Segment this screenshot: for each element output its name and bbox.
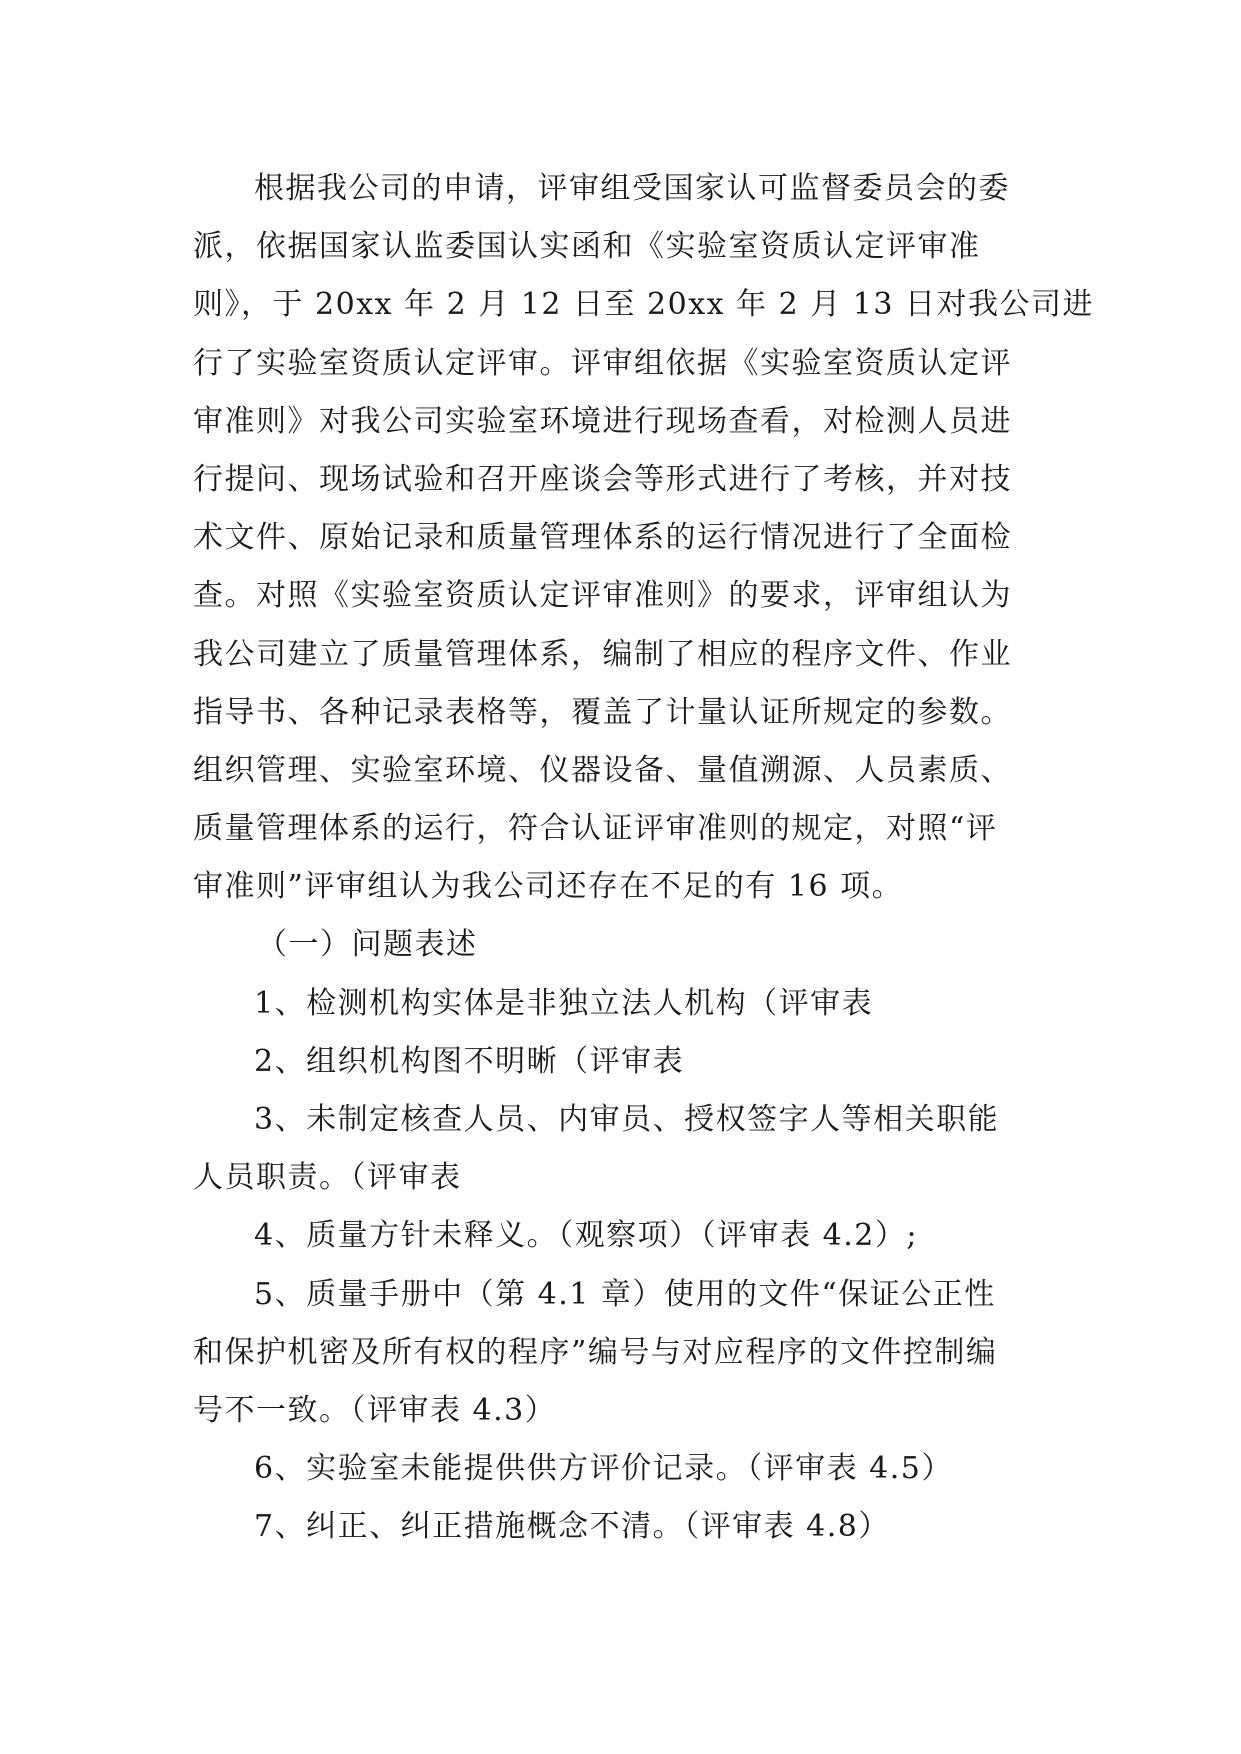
list-item: 4、质量方针未释义。（观察项）（评审表 4.2）; <box>254 1218 918 1254</box>
list-item: 5、质量手册中（第 4.1 章）使用的文件“保证公正性 <box>254 1276 996 1312</box>
text-line: 查。对照《实验室资质认定评审准则》的要求，评审组认为 <box>193 578 1012 614</box>
text-line: 则》，于 20xx 年 2 月 12 日至 20xx 年 2 月 13 日对我公司进 <box>193 287 1094 323</box>
text-line: 行了实验室资质认定评审。评审组依据《实验室资质认定评 <box>193 345 1012 381</box>
text-line: 根据我公司的申请，评审组受国家认可监督委员会的委 <box>254 171 1010 206</box>
text-line: 术文件、原始记录和质量管理体系的运行情况进行了全面检 <box>193 520 1012 556</box>
section-heading: （一）问题表述 <box>257 927 478 963</box>
list-item-continuation: 和保护机密及所有权的程序”编号与对应程序的文件控制编 <box>193 1334 998 1370</box>
list-item-continuation: 号不一致。（评审表 4.3） <box>193 1392 557 1428</box>
text-line: 行提问、现场试验和召开座谈会等形式进行了考核，并对技 <box>193 461 1012 497</box>
list-item: 2、组织机构图不明晰（评审表 <box>254 1043 685 1079</box>
list-item: 7、纠正、纠正措施概念不清。（评审表 4.8） <box>254 1509 890 1545</box>
text-line: 质量管理体系的运行，符合认证评审准则的规定，对照“评 <box>193 811 998 847</box>
list-item: 6、实验室未能提供供方评价记录。（评审表 4.5） <box>254 1451 953 1487</box>
text-line: 我公司建立了质量管理体系，编制了相应的程序文件、作业 <box>193 636 1012 672</box>
list-item-continuation: 人员职责。（评审表 <box>193 1160 462 1196</box>
text-line: 指导书、各种记录表格等，覆盖了计量认证所规定的参数。 <box>193 694 1012 730</box>
text-line: 组织管理、实验室环境、仪器设备、量值溯源、人员素质、 <box>193 752 1012 788</box>
list-item: 1、检测机构实体是非独立法人机构（评审表 <box>254 985 874 1021</box>
text-line: 审准则》对我公司实验室环境进行现场查看，对检测人员进 <box>193 403 1012 439</box>
text-line: 派，依据国家认监委国认实函和《实验室资质认定评审准 <box>193 229 981 265</box>
document-page <box>193 160 1094 1557</box>
list-item: 3、未制定核查人员、内审员、授权签字人等相关职能 <box>254 1102 1000 1137</box>
text-line: 审准则”评审组认为我公司还存在不足的有 16 项。 <box>193 869 904 905</box>
